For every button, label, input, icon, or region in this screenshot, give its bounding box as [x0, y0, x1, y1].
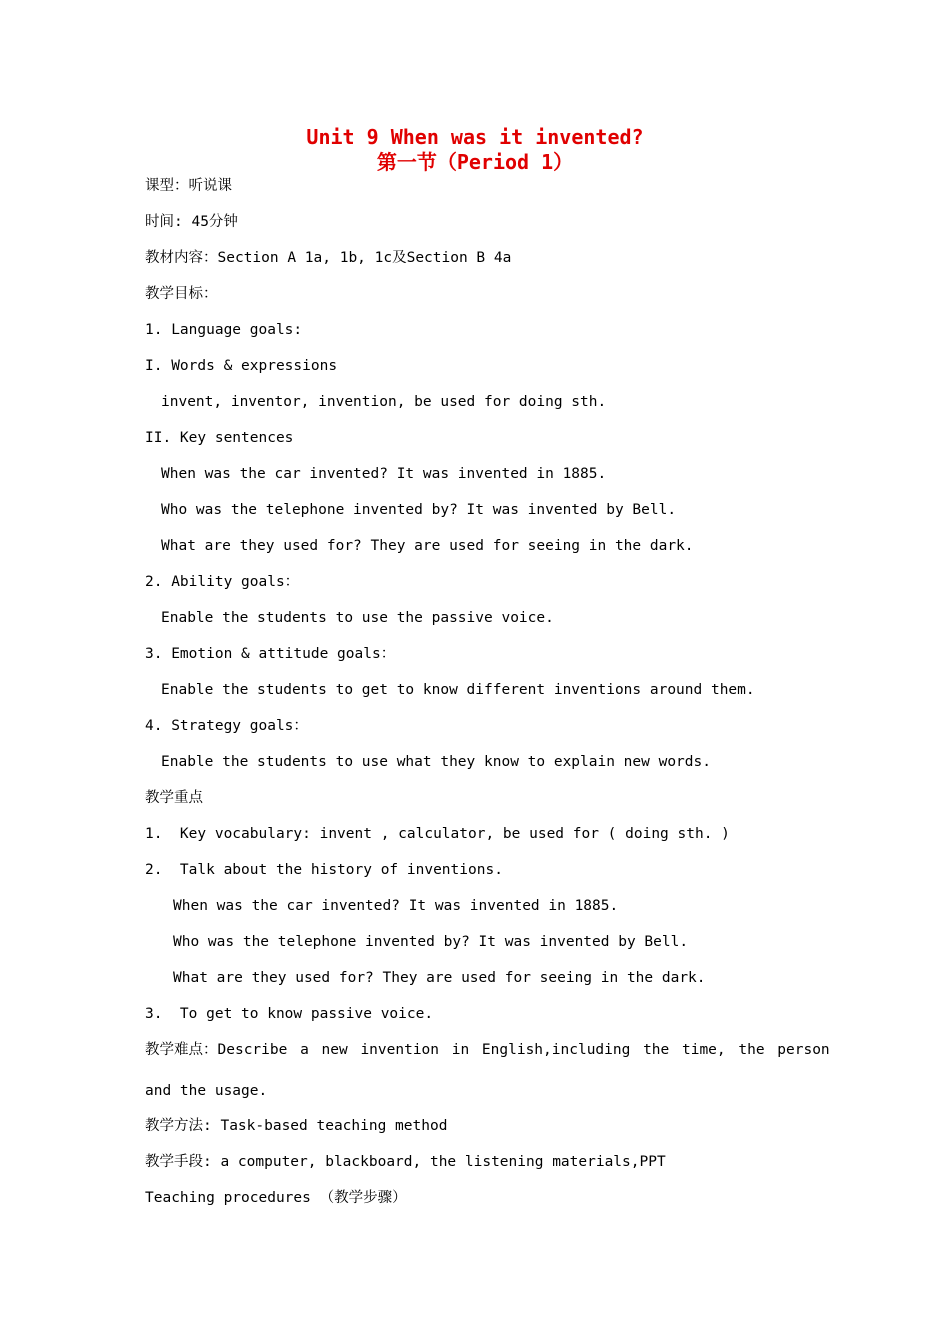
strategy-goals-heading: 4. Strategy goals：: [145, 718, 308, 734]
key-point-sentence: When was the car invented? It was invented in 1885.: [173, 898, 619, 914]
key-sentence: When was the car invented? It was invented in 1885.: [161, 466, 607, 482]
teaching-method: 教学方法: Task-based teaching method: [145, 1118, 448, 1134]
key-point-item: 1. Key vocabulary: invent , calculator, be used for ( doing sth. ): [145, 826, 730, 842]
lesson-content: 教材内容：Section A 1a, 1b, 1c及Section B 4a: [145, 250, 512, 266]
difficult-points: 教学难点：Describe a new invention in English,including the time, the person: [145, 1042, 830, 1058]
key-point-item: 3. To get to know passive voice.: [145, 1006, 434, 1022]
key-sentence: What are they used for? They are used for seeing in the dark.: [161, 538, 694, 554]
words-expressions-text: invent, inventor, invention, be used for doing sth.: [161, 394, 607, 410]
words-expressions-heading: I. Words & expressions: [145, 358, 338, 374]
lesson-time: 时间: 45分钟: [145, 214, 238, 230]
key-points-heading: 教学重点: [145, 790, 203, 806]
emotion-goals-heading: 3. Emotion & attitude goals：: [145, 646, 396, 662]
key-sentence: Who was the telephone invented by? It was invented by Bell.: [161, 502, 677, 518]
lesson-type: 课型：听说课: [145, 178, 232, 194]
teaching-objectives-heading: 教学目标：: [145, 286, 218, 302]
key-point-item: 2. Talk about the history of inventions.: [145, 862, 503, 878]
teaching-procedures-heading: Teaching procedures （教学步骤）: [145, 1190, 407, 1206]
document-subtitle: 第一节（Period 1）: [376, 150, 574, 174]
ability-goals-text: Enable the students to use the passive voice.: [161, 610, 554, 626]
strategy-goals-text: Enable the students to use what they know to explain new words.: [161, 754, 711, 770]
difficult-points-continued: and the usage.: [145, 1083, 268, 1099]
emotion-goals-text: Enable the students to get to know different inventions around them.: [161, 682, 755, 698]
key-point-sentence: What are they used for? They are used for seeing in the dark.: [173, 970, 706, 986]
key-sentences-heading: II. Key sentences: [145, 430, 294, 446]
teaching-aids: 教学手段: a computer, blackboard, the listening materials,PPT: [145, 1154, 666, 1170]
language-goals-heading: 1. Language goals:: [145, 322, 303, 338]
document-title: Unit 9 When was it invented?: [306, 125, 644, 149]
ability-goals-heading: 2. Ability goals：: [145, 574, 300, 590]
key-point-sentence: Who was the telephone invented by? It was invented by Bell.: [173, 934, 689, 950]
